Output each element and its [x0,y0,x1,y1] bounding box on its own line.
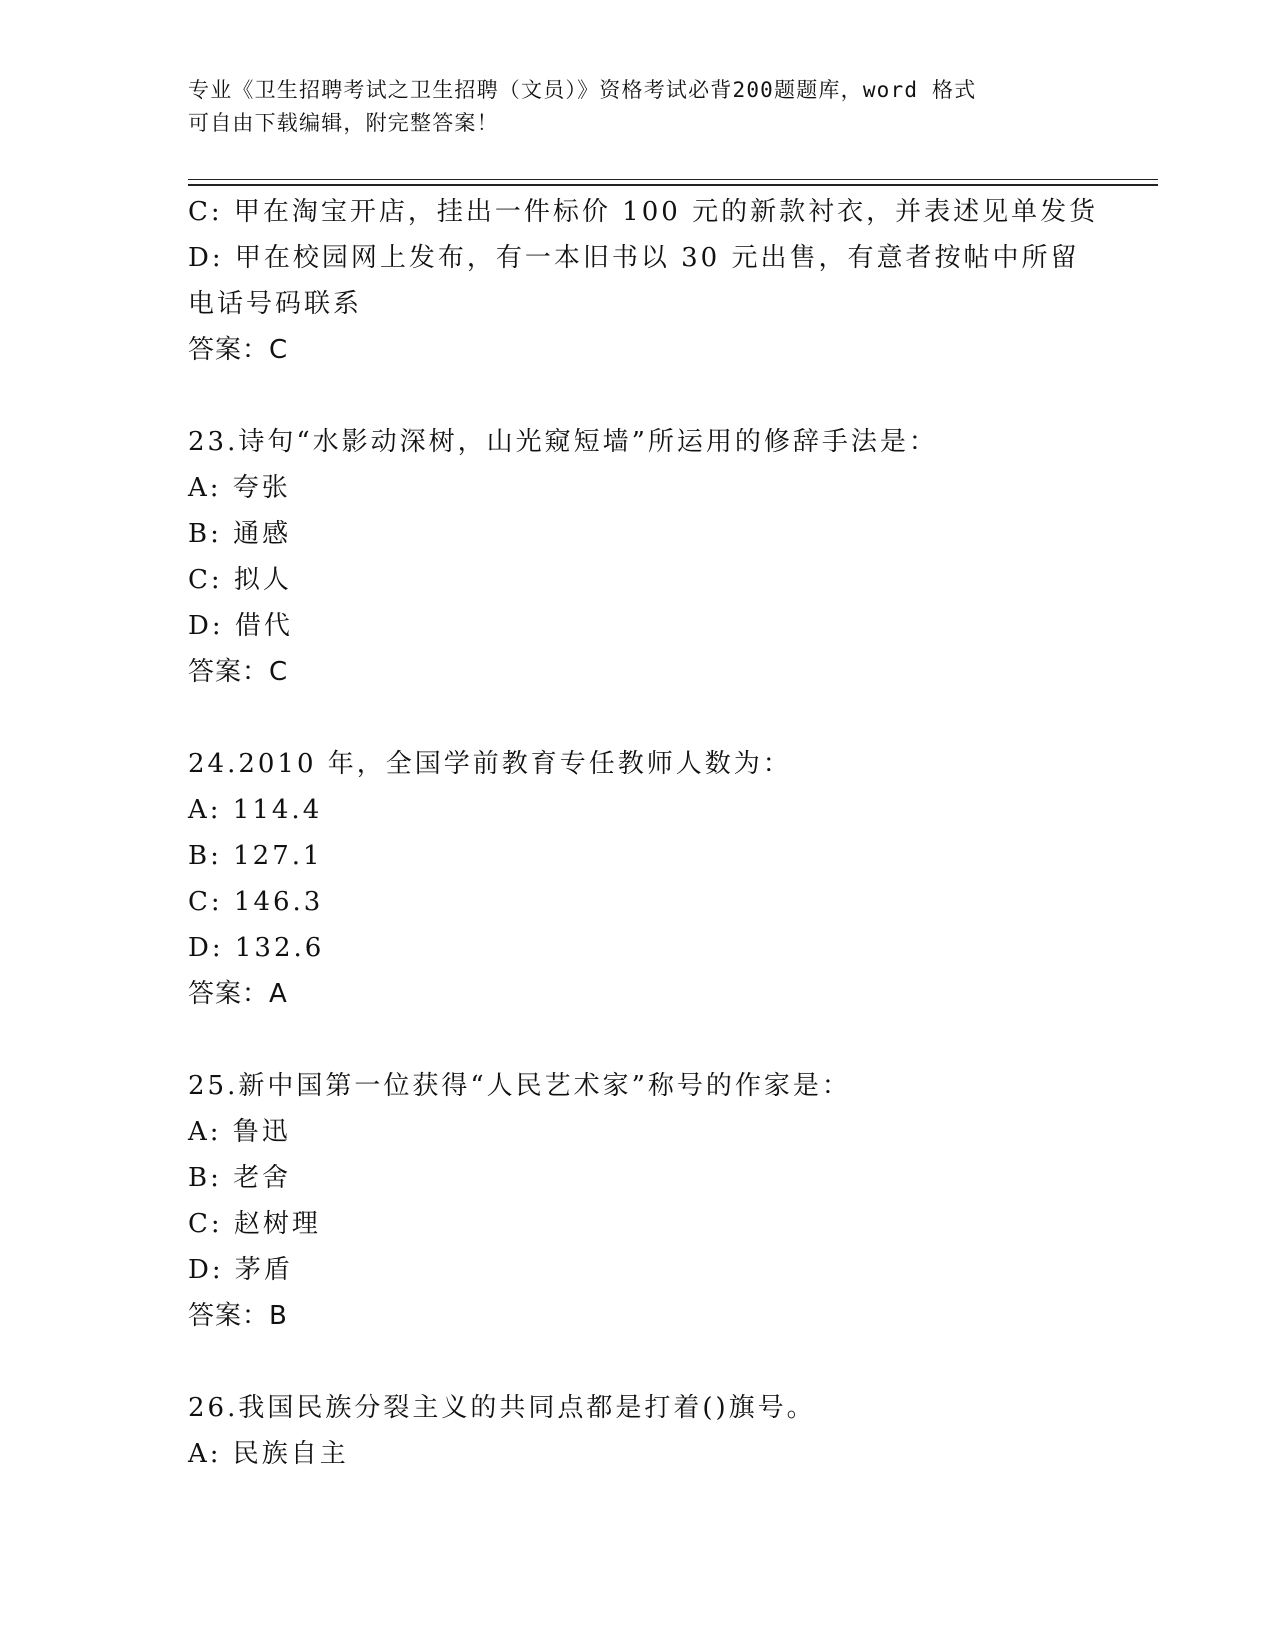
question-text: 26.我国民族分裂主义的共同点都是打着()旗号。 [188,1393,816,1423]
question-block [188,1385,1088,1477]
option-line: A: 民族自主 [188,1439,349,1469]
question-list [188,189,1099,1477]
option-line: D: 茅盾 [188,1255,293,1285]
option-line: C: 拟人 [188,565,292,595]
option-line: A: 鲁迅 [188,1117,291,1147]
answer-line: 答案：C [188,657,289,687]
option-line: A: 114.4 [188,795,323,825]
option-line: C: 146.3 [188,887,324,917]
question-block [188,189,1099,373]
document-header [188,74,1088,140]
answer-line: 答案：B [188,1301,288,1331]
spacer [188,1017,1088,1063]
spacer [188,1339,1088,1385]
header-title-line-2: 可自由下载编辑，附完整答案！ [188,111,499,135]
option-line: B: 老舍 [188,1163,292,1193]
option-line: D: 甲在校园网上发布，有一本旧书以 30 元出售，有意者按帖中所留 [188,243,1080,273]
header-divider-bottom [188,184,1158,186]
question-text: 24.2010 年，全国学前教育专任教师人数为： [188,749,792,779]
option-line: A: 夸张 [188,473,291,503]
option-line: D: 132.6 [188,933,325,963]
header-divider-top [188,179,1158,180]
question-block [188,1063,1088,1339]
answer-line: 答案：C [188,335,289,365]
header-title-line-1: 专业《卫生招聘考试之卫生招聘（文员）》资格考试必背200题题库，word 格式 [188,78,977,102]
option-line-continuation: 电话号码联系 [188,289,363,319]
spacer [188,695,1088,741]
question-block [188,741,1088,1017]
answer-line: 答案：A [188,979,288,1009]
option-line: D: 借代 [188,611,293,641]
option-line: C: 甲在淘宝开店，挂出一件标价 100 元的新款衬衣，并表述见单发货 [188,197,1099,227]
option-line: B: 127.1 [188,841,323,871]
option-line: C: 赵树理 [188,1209,321,1239]
option-line: B: 通感 [188,519,292,549]
spacer [188,373,1088,419]
question-text: 23.诗句“水影动深树，山光窥短墙”所运用的修辞手法是： [188,427,938,457]
question-block [188,419,1088,695]
question-text: 25.新中国第一位获得“人民艺术家”称号的作家是： [188,1071,851,1101]
